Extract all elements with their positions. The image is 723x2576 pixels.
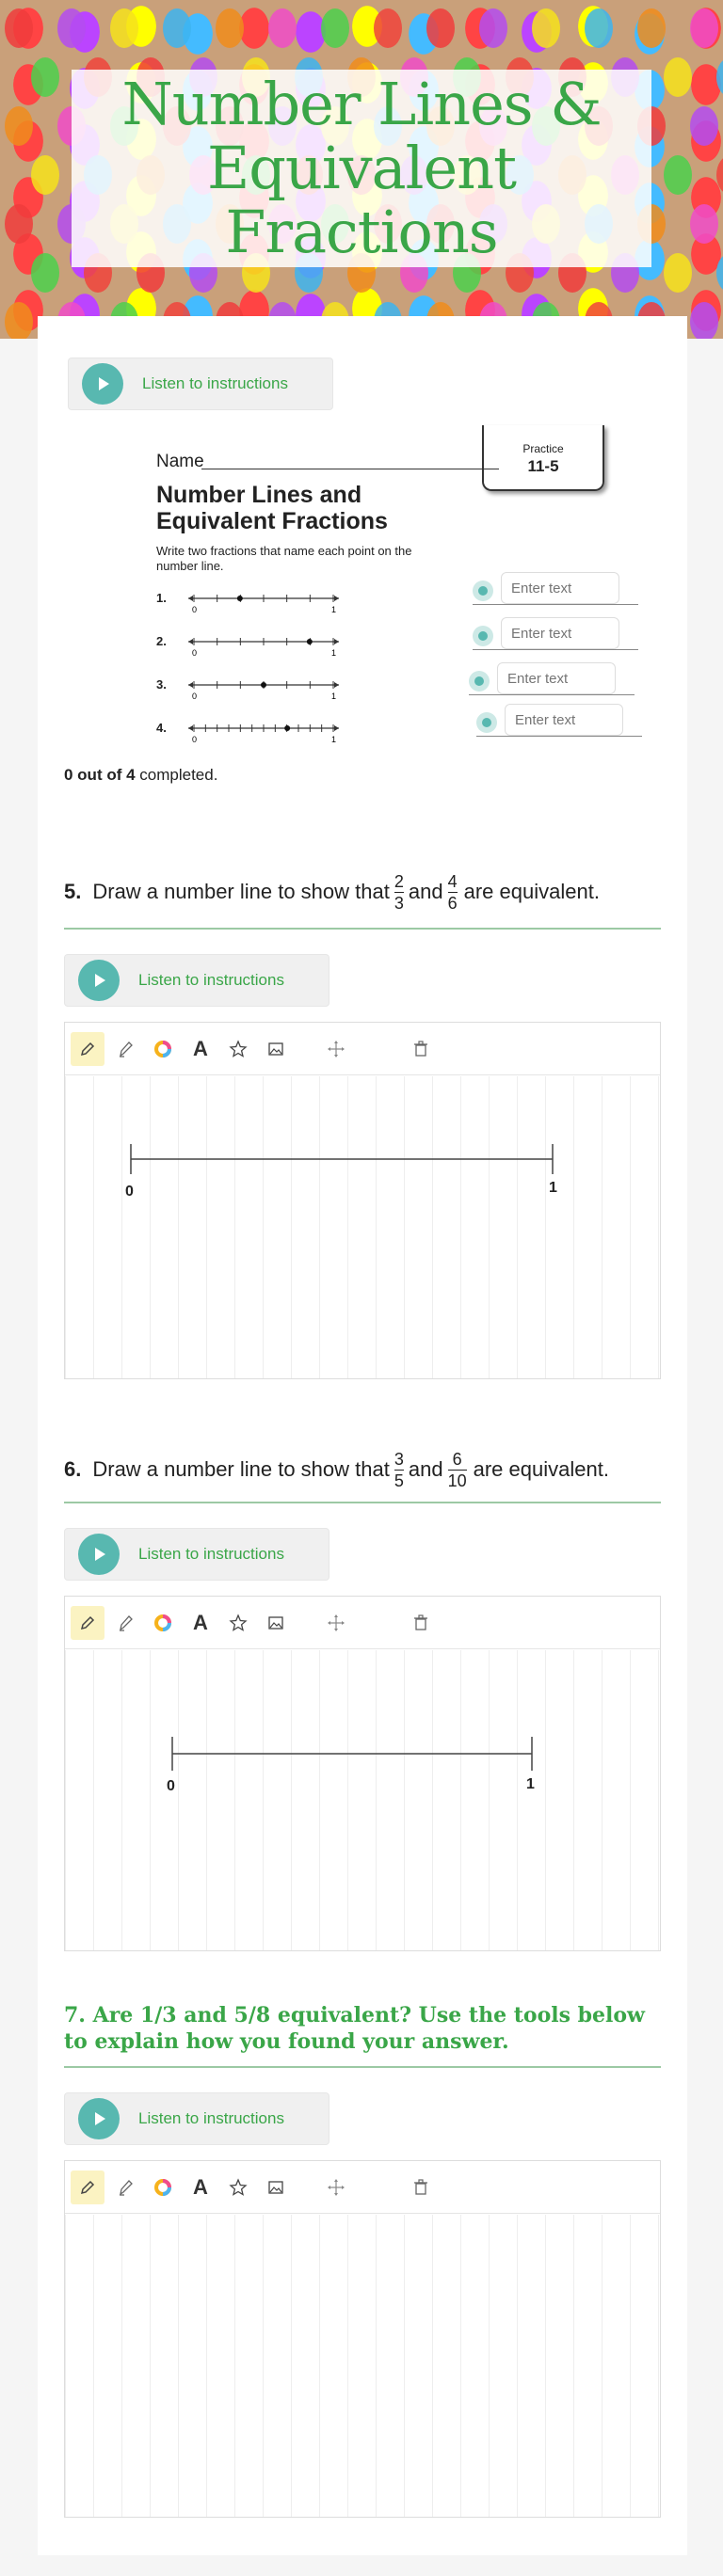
- q6-f1-denominator: 5: [394, 1471, 404, 1490]
- answer-underline: [476, 736, 642, 737]
- start-label: 0: [192, 735, 198, 744]
- play-icon: [78, 2098, 120, 2139]
- item-number-line: [186, 676, 346, 704]
- highlighter-icon[interactable]: [108, 2171, 142, 2204]
- worksheet-item-1: [156, 589, 337, 617]
- text-icon[interactable]: A: [193, 1611, 208, 1634]
- q5-text-post: are equivalent.: [463, 880, 600, 903]
- name-label: Name: [156, 452, 204, 471]
- question-7: 7. Are 1/3 and 5/8 equivalent? Use the tools below to explain how you found your answer.: [64, 2003, 645, 2054]
- progress-suffix: completed.: [135, 766, 218, 784]
- item-number: 4.: [156, 721, 167, 735]
- move-icon[interactable]: [319, 2171, 353, 2204]
- drawing-toolbar: [65, 1023, 660, 1075]
- radio-dot-icon[interactable]: [473, 626, 493, 646]
- listen-button[interactable]: [64, 954, 329, 1007]
- question-6: [64, 1441, 661, 1498]
- worksheet-instructions: Write two fractions that name each point on the number line.: [156, 544, 412, 573]
- q6-f1-numerator: 3: [394, 1449, 404, 1469]
- q6-text-post: are equivalent.: [473, 1457, 609, 1481]
- q6-f2-numerator: 6: [452, 1449, 462, 1469]
- q5-fraction-1: [394, 873, 404, 912]
- pencil-icon[interactable]: [71, 2171, 104, 2204]
- q5-text-pre: Draw a number line to show that: [92, 880, 390, 903]
- q6-fraction-2: [448, 1451, 467, 1489]
- point-marker: [261, 682, 266, 688]
- drawing-area-q6[interactable]: [64, 1596, 661, 1951]
- point-marker: [307, 639, 313, 644]
- radio-dot-icon[interactable]: [476, 712, 497, 733]
- page-title: Number Lines & Equivalent Fractions: [121, 70, 602, 266]
- q5-label-start: 0: [125, 1184, 134, 1200]
- practice-number: 11-5: [527, 457, 559, 475]
- trash-icon[interactable]: [404, 1032, 438, 1066]
- text-icon[interactable]: A: [193, 2175, 208, 2199]
- listen-label: Listen to instructions: [138, 971, 284, 989]
- q5-number: 5.: [64, 880, 82, 903]
- worksheet-card: [38, 316, 687, 2555]
- q5-fraction-2: [448, 873, 458, 912]
- q6-text-mid: and: [408, 1457, 443, 1481]
- move-icon[interactable]: [319, 1032, 353, 1066]
- practice-label: Practice: [522, 442, 564, 455]
- q5-f1-denominator: 3: [394, 893, 404, 913]
- end-label: 1: [331, 692, 337, 701]
- image-icon[interactable]: [259, 1032, 293, 1066]
- practice-tab: [482, 425, 604, 491]
- pencil-icon[interactable]: [71, 1032, 104, 1066]
- drawing-canvas[interactable]: [65, 2215, 660, 2517]
- q5-label-end: 1: [549, 1180, 557, 1196]
- q6-label-end: 1: [526, 1776, 535, 1792]
- answer-field-2[interactable]: [473, 617, 638, 651]
- radio-dot-icon[interactable]: [473, 580, 493, 601]
- play-icon: [82, 363, 123, 405]
- q5-text-mid: and: [408, 880, 443, 903]
- q6-f2-denominator: 10: [447, 1471, 467, 1490]
- answer-input[interactable]: [501, 617, 619, 649]
- q5-number-line: [65, 1076, 662, 1377]
- star-icon[interactable]: [221, 1606, 255, 1640]
- listen-button[interactable]: [64, 2092, 329, 2145]
- radio-dot-icon[interactable]: [469, 671, 490, 692]
- answer-field-4[interactable]: [476, 704, 642, 738]
- item-number: 1.: [156, 591, 167, 605]
- progress-count: 0 out of 4: [64, 766, 136, 784]
- q6-number-line: [65, 1650, 662, 1951]
- answer-input[interactable]: [497, 662, 616, 694]
- answer-input[interactable]: [501, 572, 619, 604]
- q5-f1-numerator: 2: [394, 871, 404, 891]
- title-box: [72, 70, 651, 267]
- start-label: 0: [192, 648, 198, 658]
- color-wheel-icon[interactable]: [146, 1032, 180, 1066]
- worksheet-title: Number Lines and Equivalent Fractions: [156, 482, 388, 534]
- q6-divider: [64, 1502, 661, 1503]
- practice-worksheet: [105, 429, 661, 744]
- answer-input[interactable]: [505, 704, 623, 736]
- listen-label: Listen to instructions: [142, 374, 288, 392]
- answer-field-3[interactable]: [469, 662, 635, 696]
- worksheet-item-2: [156, 632, 337, 660]
- start-label: 0: [192, 692, 198, 701]
- q5-f2-numerator: 4: [447, 871, 458, 891]
- header-banner: [0, 0, 723, 339]
- pencil-icon[interactable]: [71, 1606, 104, 1640]
- q5-f2-denominator: 6: [447, 893, 458, 913]
- item-number-line: [186, 719, 346, 747]
- color-wheel-icon[interactable]: [146, 2171, 180, 2204]
- item-number-line: [186, 632, 346, 660]
- drawing-canvas[interactable]: [65, 1076, 660, 1378]
- question-5: [64, 864, 661, 920]
- drawing-area-q7[interactable]: [64, 2160, 661, 2518]
- image-icon[interactable]: [259, 1606, 293, 1640]
- worksheet-item-4: [156, 719, 337, 747]
- answer-underline: [473, 649, 638, 650]
- star-icon[interactable]: [221, 2171, 255, 2204]
- trash-icon[interactable]: [404, 2171, 438, 2204]
- q6-label-start: 0: [167, 1778, 175, 1794]
- image-icon[interactable]: [259, 2171, 293, 2204]
- progress-text: [64, 766, 217, 785]
- answer-field-1[interactable]: [473, 572, 638, 606]
- drawing-toolbar: [65, 1597, 660, 1649]
- listen-label: Listen to instructions: [138, 1545, 284, 1563]
- start-label: 0: [192, 605, 198, 614]
- q6-fraction-1: [394, 1451, 404, 1489]
- end-label: 1: [331, 735, 337, 744]
- point-marker: [284, 725, 290, 731]
- listen-label: Listen to instructions: [138, 2109, 284, 2127]
- point-marker: [237, 596, 243, 601]
- trash-icon[interactable]: [404, 1606, 438, 1640]
- q6-text-pre: Draw a number line to show that: [92, 1457, 390, 1481]
- color-wheel-icon[interactable]: [146, 1606, 180, 1640]
- listen-button[interactable]: [68, 358, 333, 410]
- end-label: 1: [331, 605, 337, 614]
- q5-divider: [64, 928, 661, 930]
- q7-divider: [64, 2066, 661, 2068]
- move-icon[interactable]: [319, 1606, 353, 1640]
- answer-underline: [469, 694, 635, 695]
- end-label: 1: [331, 648, 337, 658]
- drawing-toolbar: [65, 2161, 660, 2214]
- play-icon: [78, 1534, 120, 1575]
- answer-underline: [473, 604, 638, 605]
- listen-button[interactable]: [64, 1528, 329, 1581]
- item-number: 3.: [156, 677, 167, 692]
- text-icon[interactable]: A: [193, 1037, 208, 1060]
- q6-number: 6.: [64, 1457, 82, 1481]
- drawing-area-q5[interactable]: [64, 1022, 661, 1379]
- star-icon[interactable]: [221, 1032, 255, 1066]
- highlighter-icon[interactable]: [108, 1032, 142, 1066]
- item-number: 2.: [156, 634, 167, 648]
- play-icon: [78, 960, 120, 1001]
- worksheet-item-3: [156, 676, 337, 704]
- item-number-line: [186, 589, 346, 617]
- highlighter-icon[interactable]: [108, 1606, 142, 1640]
- drawing-canvas[interactable]: [65, 1650, 660, 1950]
